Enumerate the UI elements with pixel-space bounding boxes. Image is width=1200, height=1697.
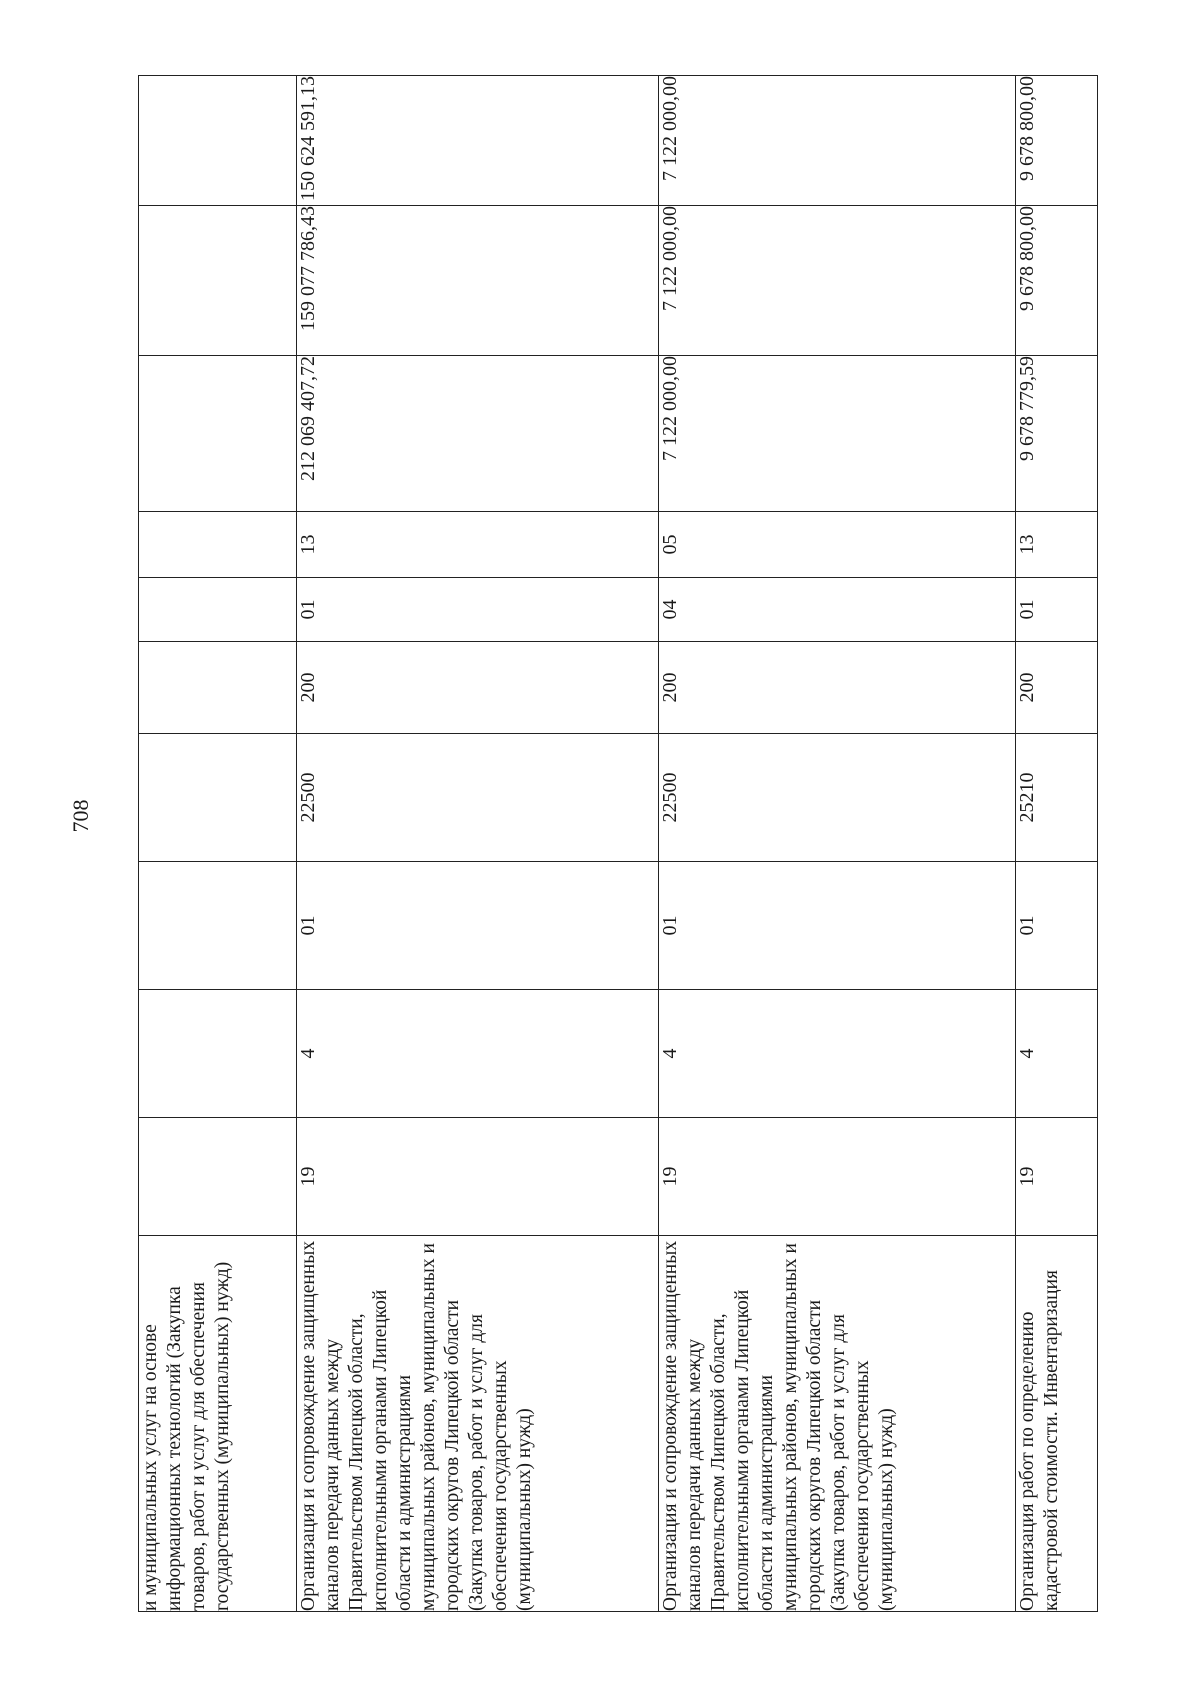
cell-program <box>139 1118 297 1236</box>
cell-amount-3 <box>139 76 297 206</box>
cell-subprogram: 4 <box>658 990 1015 1118</box>
cell-subsection: 05 <box>658 512 1015 578</box>
cell-amount-1: 9 678 779,59 <box>1015 356 1097 512</box>
budget-table <box>138 75 1098 1612</box>
cell-direction: 22500 <box>297 734 659 862</box>
cell-event: 01 <box>1015 862 1097 990</box>
cell-event <box>139 862 297 990</box>
cell-amount-3: 150 624 591,13 <box>297 76 659 206</box>
cell-section: 04 <box>658 578 1015 642</box>
cell-subprogram: 4 <box>1015 990 1097 1118</box>
cell-program: 19 <box>1015 1118 1097 1236</box>
cell-subprogram: 4 <box>297 990 659 1118</box>
cell-expense-type: 200 <box>1015 642 1097 734</box>
cell-event: 01 <box>658 862 1015 990</box>
cell-amount-2: 7 122 000,00 <box>658 206 1015 356</box>
cell-event: 01 <box>297 862 659 990</box>
cell-subsection <box>139 512 297 578</box>
cell-subsection: 13 <box>1015 512 1097 578</box>
cell-subsection: 13 <box>297 512 659 578</box>
row-description: Организация работ по определению кадастровой стоимости. Инвентаризация <box>1015 1236 1097 1612</box>
cell-section: 01 <box>297 578 659 642</box>
row-description: Организация и сопровождение защищенных каналов передачи данных между Правительством Липецкой области, исполнительными органами Липецкой области и администрациями муниципальных районов, муниципальных и городских округов Липецкой области (Закупка товаров, работ и услуг для обеспечения государственных (муниципальных) нужд) <box>658 1236 1015 1612</box>
budget-table-rotated <box>138 76 1098 1612</box>
cell-amount-1 <box>139 356 297 512</box>
cell-amount-2: 9 678 800,00 <box>1015 206 1097 356</box>
cell-expense-type <box>139 642 297 734</box>
row-description: и муниципальных услуг на основе информационных технологий (Закупка товаров, работ и услуг для обеспечения государственных (муниципальных) нужд) <box>139 1236 297 1612</box>
table-row <box>658 76 1015 1612</box>
cell-amount-2: 159 077 786,43 <box>297 206 659 356</box>
row-description: Организация и сопровождение защищенных каналов передачи данных между Правительством Липецкой области, исполнительными органами Липецкой области и администрациями муниципальных районов, муниципальных и городских округов Липецкой области (Закупка товаров, работ и услуг для обеспечения государственных (муниципальных) нужд) <box>297 1236 659 1612</box>
cell-subprogram <box>139 990 297 1118</box>
cell-expense-type: 200 <box>297 642 659 734</box>
cell-direction: 22500 <box>658 734 1015 862</box>
cell-section: 01 <box>1015 578 1097 642</box>
table-row <box>139 76 297 1612</box>
page-number: 708 <box>68 799 93 833</box>
table-row <box>1015 76 1097 1612</box>
cell-amount-1: 7 122 000,00 <box>658 356 1015 512</box>
cell-section <box>139 578 297 642</box>
cell-amount-2 <box>139 206 297 356</box>
cell-direction <box>139 734 297 862</box>
cell-program: 19 <box>297 1118 659 1236</box>
cell-amount-3: 9 678 800,00 <box>1015 76 1097 206</box>
cell-program: 19 <box>658 1118 1015 1236</box>
cell-amount-3: 7 122 000,00 <box>658 76 1015 206</box>
cell-expense-type: 200 <box>658 642 1015 734</box>
cell-amount-1: 212 069 407,72 <box>297 356 659 512</box>
cell-direction: 25210 <box>1015 734 1097 862</box>
table-row <box>297 76 659 1612</box>
